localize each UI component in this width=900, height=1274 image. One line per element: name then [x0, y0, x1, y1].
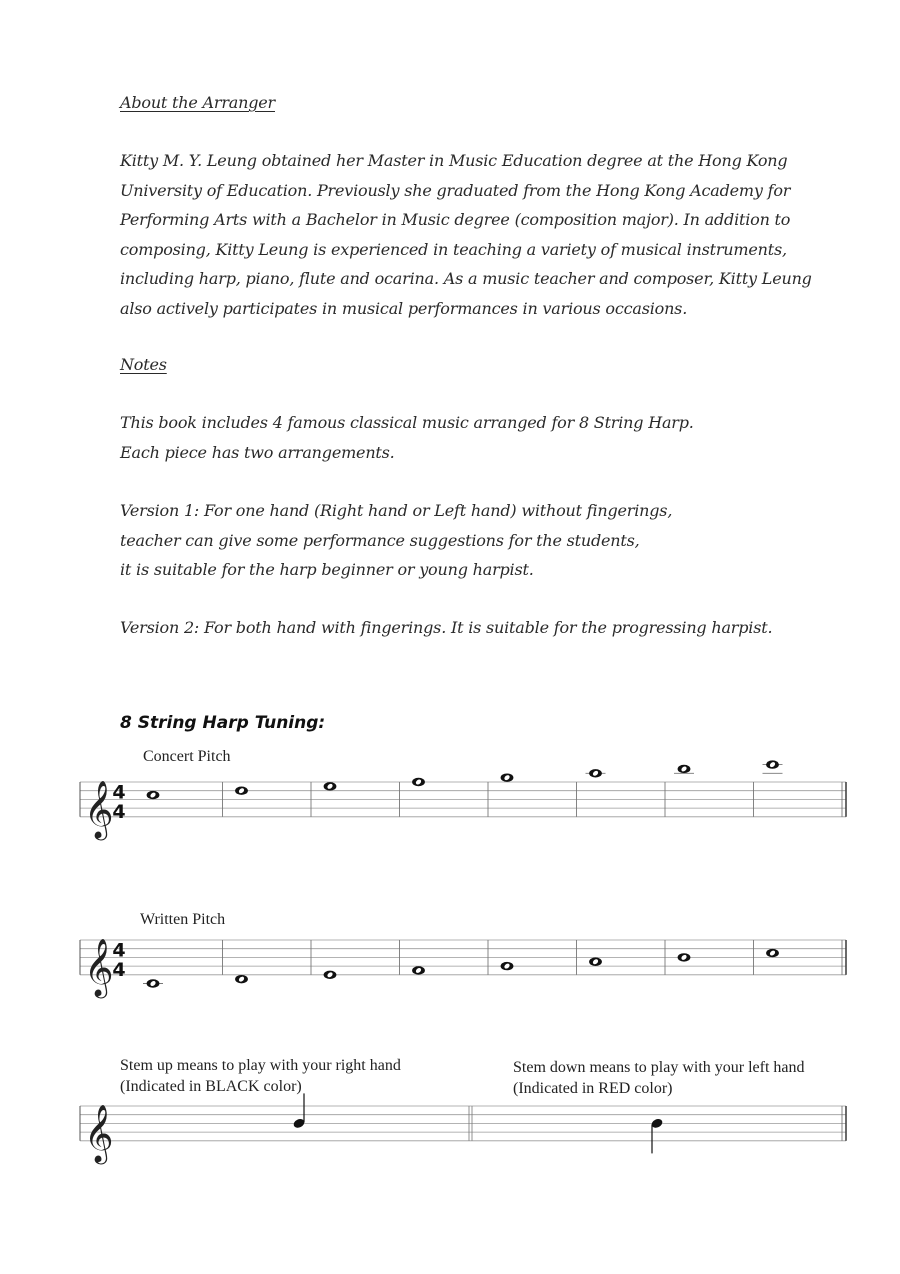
version-1-line: teacher can give some performance suggestions for the students, — [120, 530, 640, 550]
notes-version-2 — [120, 613, 820, 643]
about-line: composing, Kitty Leung is experienced in teaching a variety of musical instruments, — [120, 239, 787, 259]
time-signature-bottom: 4 — [112, 958, 126, 981]
notes-heading: Notes — [120, 355, 167, 374]
treble-clef: 𝄞 — [84, 779, 114, 838]
hands-staff — [0, 1094, 900, 1174]
about-line: including harp, piano, flute and ocarina. As a music teacher and composer, Kitty Leung — [120, 269, 812, 288]
concert-pitch-staff — [0, 770, 900, 850]
about-line: Kitty M. Y. Leung obtained her Master in Music Education degree at the Hong Kong — [120, 151, 788, 170]
time-signature-top: 4 — [112, 781, 126, 804]
notes-intro-line: This book includes 4 famous classical music arranged for 8 String Harp. — [120, 413, 694, 432]
version-2-line: Version 2: For both hand with fingerings. It is suitable for the progressing harpist. — [120, 618, 773, 637]
concert-pitch-label: Concert Pitch — [143, 748, 231, 765]
version-1-line: it is suitable for the harp beginner or young harpist. — [120, 560, 534, 579]
about-heading: About the Arranger — [120, 93, 275, 112]
notes-intro-line: Each piece has two arrangements. — [120, 442, 395, 462]
written-pitch-staff — [0, 928, 900, 1008]
time-signature-bottom: 4 — [112, 800, 126, 823]
left-hand-label-line-1: Stem down means to play with your left hand — [513, 1059, 805, 1076]
about-line: Performing Arts with a Bachelor in Music degree (composition major). In addition to — [120, 210, 791, 229]
left-hand-label — [513, 1057, 805, 1099]
about-line: University of Education. Previously she graduated from the Hong Kong Academy for — [120, 180, 791, 200]
treble-clef: 𝄞 — [84, 937, 114, 996]
right-hand-label-line-1: Stem up means to play with your right hand — [120, 1057, 401, 1074]
written-pitch-label: Written Pitch — [140, 911, 226, 928]
tuning-title: 8 String Harp Tuning: — [120, 713, 326, 733]
notes-version-1 — [120, 496, 820, 585]
left-hand-label-line-2: (Indicated in RED color) — [513, 1080, 673, 1097]
version-1-line: Version 1: For one hand (Right hand or Left hand) without fingerings, — [120, 501, 673, 520]
right-hand-label — [120, 1055, 401, 1097]
treble-clef: 𝄞 — [84, 1103, 114, 1162]
right-hand-label-line-2: (Indicated in BLACK color) — [120, 1078, 302, 1095]
about-paragraph — [120, 146, 820, 323]
about-line: also actively participates in musical performances in various occasions. — [120, 298, 688, 318]
notes-intro — [120, 408, 820, 467]
time-signature-top: 4 — [112, 939, 126, 962]
